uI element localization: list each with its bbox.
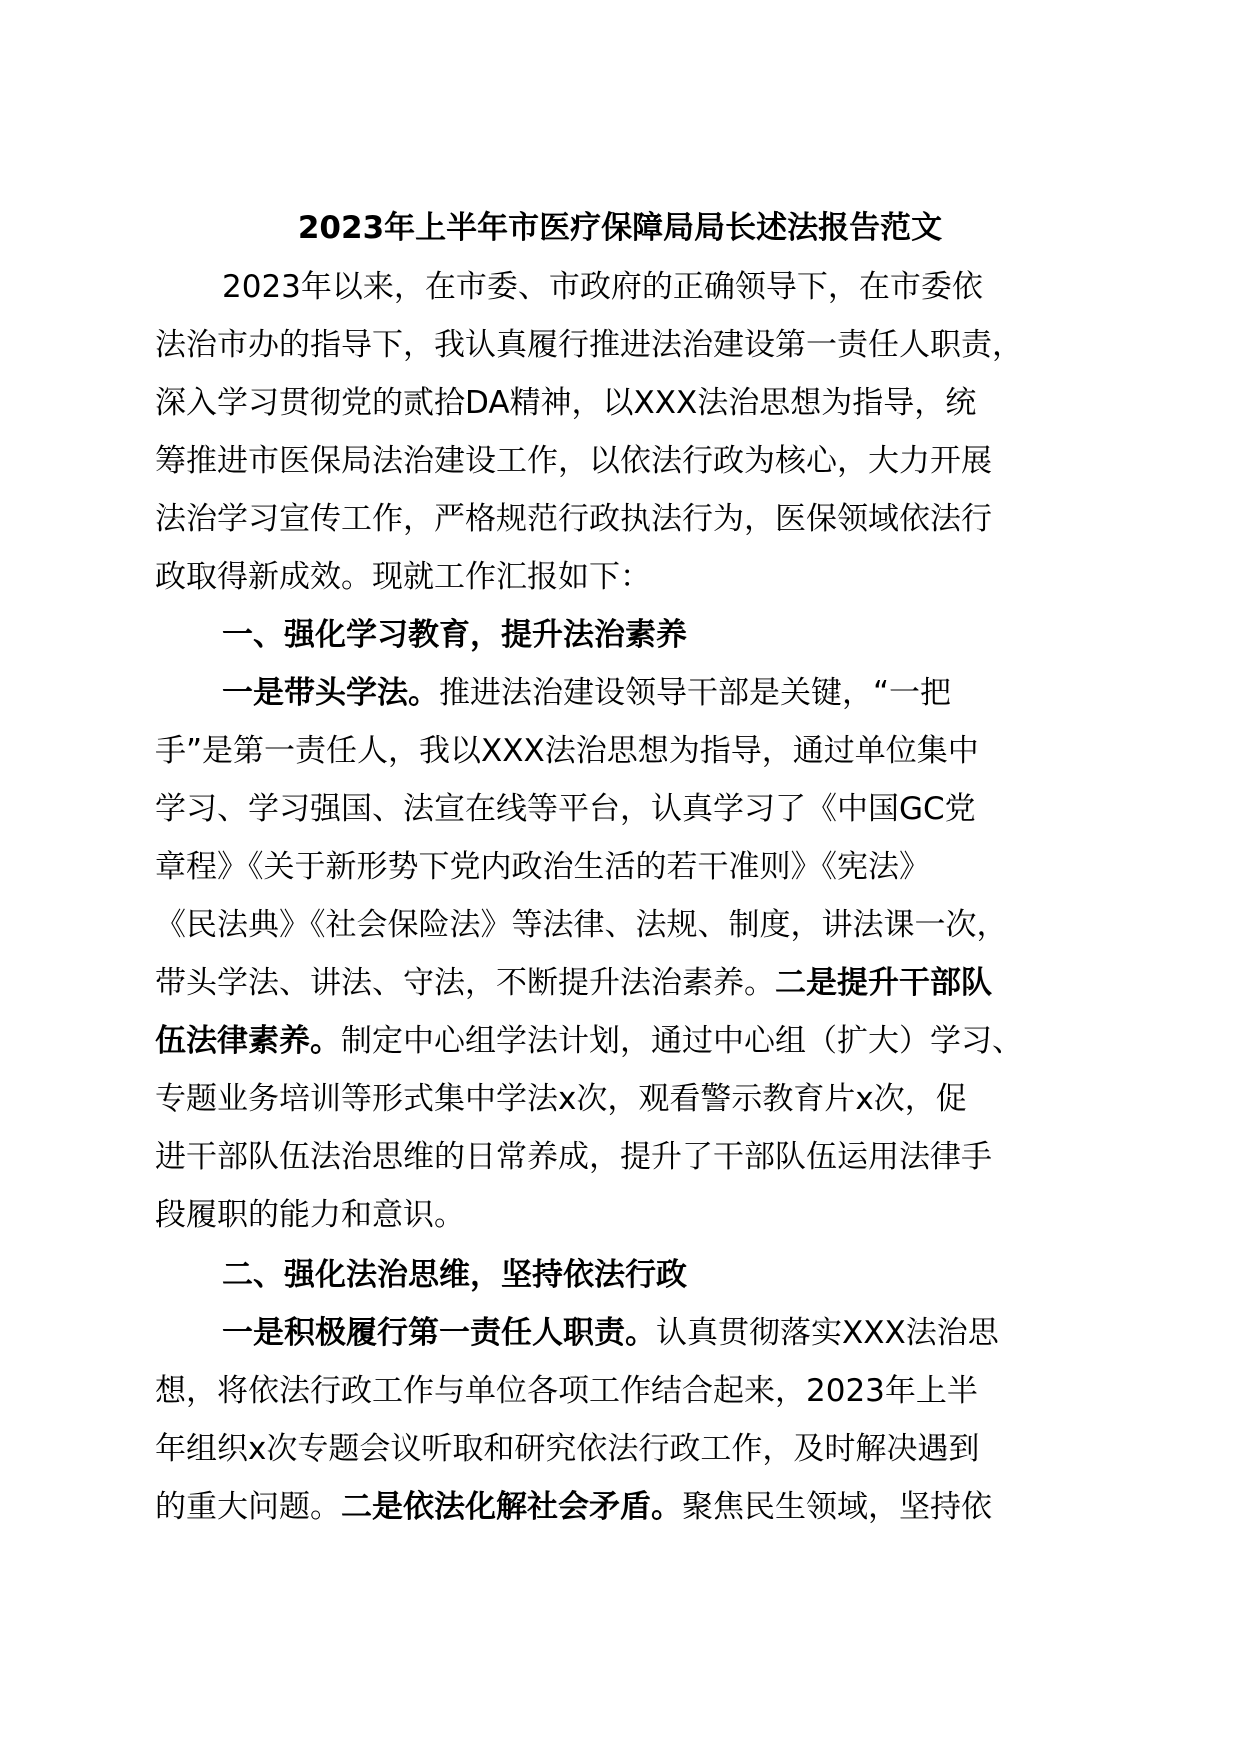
text-run: 想，将依法行政工作与单位各项工作结合起来，2023年上半 [155, 1373, 978, 1409]
text-run: 筹推进市医保局法治建设工作，以依法行政为核心，大力开展 [155, 443, 992, 479]
text-run: 推进法治建设领导干部是关键，“一把 [439, 675, 952, 711]
bold-text-run: 一是带头学法。 [222, 675, 439, 711]
bold-text-run: 一、强化学习教育，提升法治素养 [222, 617, 687, 653]
bold-text-run: 二、强化法治思维，坚持依法行政 [222, 1257, 687, 1293]
paragraph-line [222, 265, 1085, 309]
section-heading [222, 1253, 1085, 1297]
bold-text-run: 伍法律素养。 [155, 1023, 341, 1059]
bold-text-run: 一是积极履行第一责任人职责。 [222, 1315, 656, 1351]
section-heading [222, 613, 1085, 657]
text-run: 法治学习宣传工作，严格规范行政执法行为，医保领域依法行 [155, 501, 992, 537]
text-run: 学习、学习强国、法宣在线等平台，认真学习了《中国GC党 [155, 791, 976, 827]
text-run: 法治市办的指导下，我认真履行推进法治建设第一责任人职责， [155, 327, 1023, 363]
paragraph-line [155, 961, 1085, 1005]
paragraph-line [155, 845, 1085, 889]
paragraph-line [155, 1135, 1085, 1179]
paragraph-line [155, 903, 1085, 947]
text-run: 段履职的能力和意识。 [155, 1197, 465, 1233]
text-run: 带头学法、讲法、守法，不断提升法治素养。 [155, 965, 775, 1001]
paragraph-line [155, 323, 1085, 367]
text-run: 聚焦民生领域，坚持依 [682, 1489, 992, 1525]
paragraph-line [155, 1369, 1085, 1413]
text-run: 章程》《关于新形势下党内政治生活的若干准则》《宪法》 [155, 849, 930, 885]
text-run: 2023年以来，在市委、市政府的正确领导下，在市委依 [222, 269, 983, 305]
paragraph-line [155, 787, 1085, 831]
text-run: 认真贯彻落实XXX法治思 [656, 1315, 999, 1351]
text-run: 深入学习贯彻党的贰拾DA精神，以XXX法治思想为指导，统 [155, 385, 977, 421]
paragraph-line [155, 439, 1085, 483]
paragraph-line [155, 729, 1085, 773]
paragraph-line [155, 1193, 1085, 1237]
text-run: 的重大问题。 [155, 1489, 341, 1525]
text-run: 专题业务培训等形式集中学法x次，观看警示教育片x次，促 [155, 1081, 967, 1117]
text-run: 进干部队伍法治思维的日常养成，提升了干部队伍运用法律手 [155, 1139, 992, 1175]
paragraph-line [222, 671, 1085, 715]
paragraph-line [155, 1485, 1085, 1529]
text-run: 年组织x次专题会议听取和研究依法行政工作，及时解决遇到 [155, 1431, 980, 1467]
paragraph-line [155, 381, 1085, 425]
text-run: 政取得新成效。现就工作汇报如下： [155, 559, 651, 595]
document-title: 2023年上半年市医疗保障局局长述法报告范文 [297, 210, 943, 246]
text-run: 《民法典》《社会保险法》等法律、法规、制度，讲法课一次， [155, 907, 1008, 943]
text-run: 手”是第一责任人，我以XXX法治思想为指导，通过单位集中 [155, 733, 979, 769]
paragraph-line [155, 497, 1085, 541]
bold-text-run: 二是依法化解社会矛盾。 [341, 1489, 682, 1525]
paragraph-line [155, 1019, 1085, 1063]
bold-text-run: 二是提升干部队 [775, 965, 992, 1001]
paragraph-line [222, 1311, 1085, 1355]
text-run: 制定中心组学法计划，通过中心组（扩大）学习、 [341, 1023, 1023, 1059]
paragraph-line [155, 555, 1085, 599]
paragraph-line [155, 1077, 1085, 1121]
paragraph-line [155, 1427, 1085, 1471]
